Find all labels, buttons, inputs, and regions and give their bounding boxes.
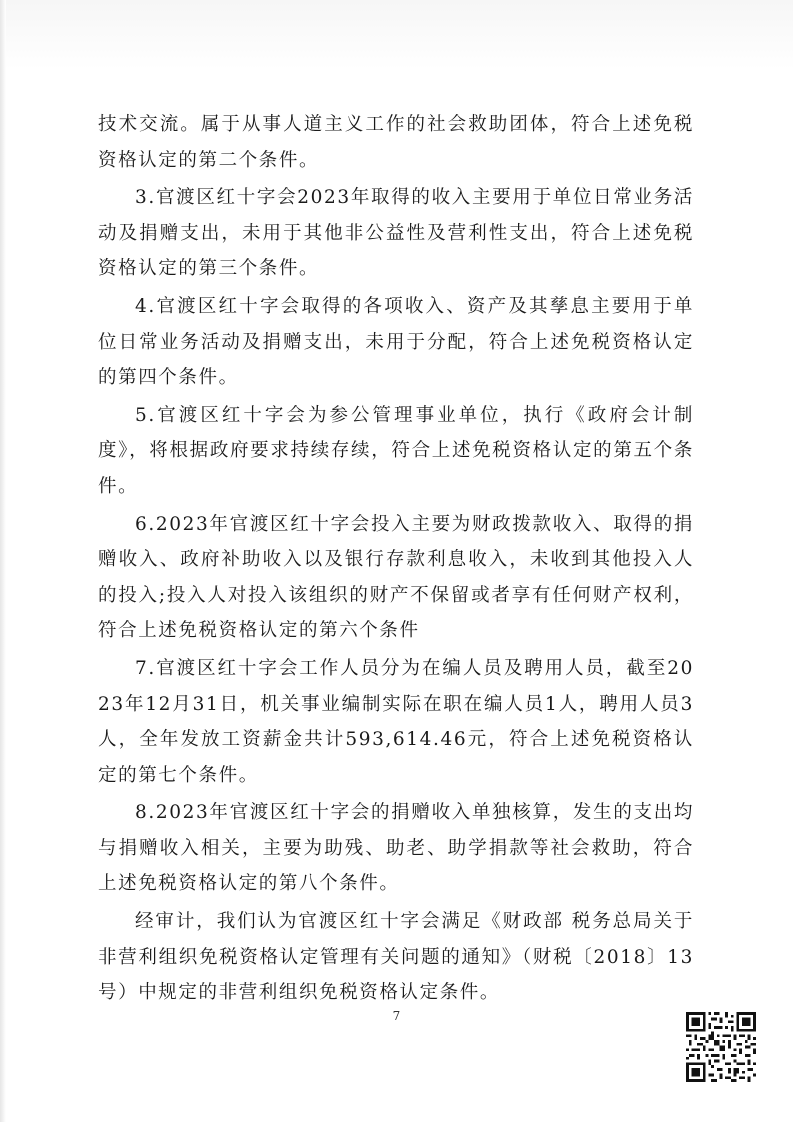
paragraph-continuation: 技术交流。属于从事人道主义工作的社会救助团体，符合上述免税资格认定的第二个条件。 bbox=[98, 114, 694, 171]
paragraph-item-8: 8.2023年官渡区红十字会的捐赠收入单独核算，发生的支出均与捐赠收入相关，主要为助残、助老、助学捐款等社会救助，符合上述免税资格认定的第八个条件。 bbox=[98, 802, 694, 895]
qr-code-icon bbox=[686, 1012, 756, 1082]
page-number: 7 bbox=[392, 1009, 401, 1023]
paragraph-item-5: 5.官渡区红十字会为参公管理事业单位，执行《政府会计制度》，将根据政府要求持续存续，符合上述免税资格认定的第五个条件。 bbox=[98, 404, 694, 497]
scan-edge bbox=[0, 0, 6, 1122]
paragraph-conclusion: 经审计，我们认为官渡区红十字会满足《财政部 税务总局关于非营利组织免税资格认定管理有关问题的通知》（财税〔2018〕13号）中规定的非营利组织免税资格认定条件。 bbox=[98, 911, 694, 1004]
document-body bbox=[98, 107, 694, 1013]
paragraph-item-6: 6.2023年官渡区红十字会投入主要为财政拨款收入、取得的捐赠收入、政府补助收入以及银行存款利息收入，未收到其他投入人的投入;投入人对投入该组织的财产不保留或者享有任何财产权利，符合上述免税资格认定的第六个条件 bbox=[98, 513, 694, 642]
paragraph-item-7: 7.官渡区红十字会工作人员分为在编人员及聘用人员，截至2023年12月31日，机关事业编制实际在职在编人员1人，聘用人员3人，全年发放工资薪金共计593,614.46元，符合上述免税资格认定的第七个条件。 bbox=[98, 657, 694, 786]
paragraph-item-3: 3.官渡区红十字会2023年取得的收入主要用于单位日常业务活动及捐赠支出，未用于其他非公益性及营利性支出，符合上述免税资格认定的第三个条件。 bbox=[98, 187, 694, 280]
paragraph-item-4: 4.官渡区红十字会取得的各项收入、资产及其孳息主要用于单位日常业务活动及捐赠支出，未用于分配，符合上述免税资格认定的第四个条件。 bbox=[98, 295, 694, 389]
scan-shadow bbox=[0, 0, 793, 70]
